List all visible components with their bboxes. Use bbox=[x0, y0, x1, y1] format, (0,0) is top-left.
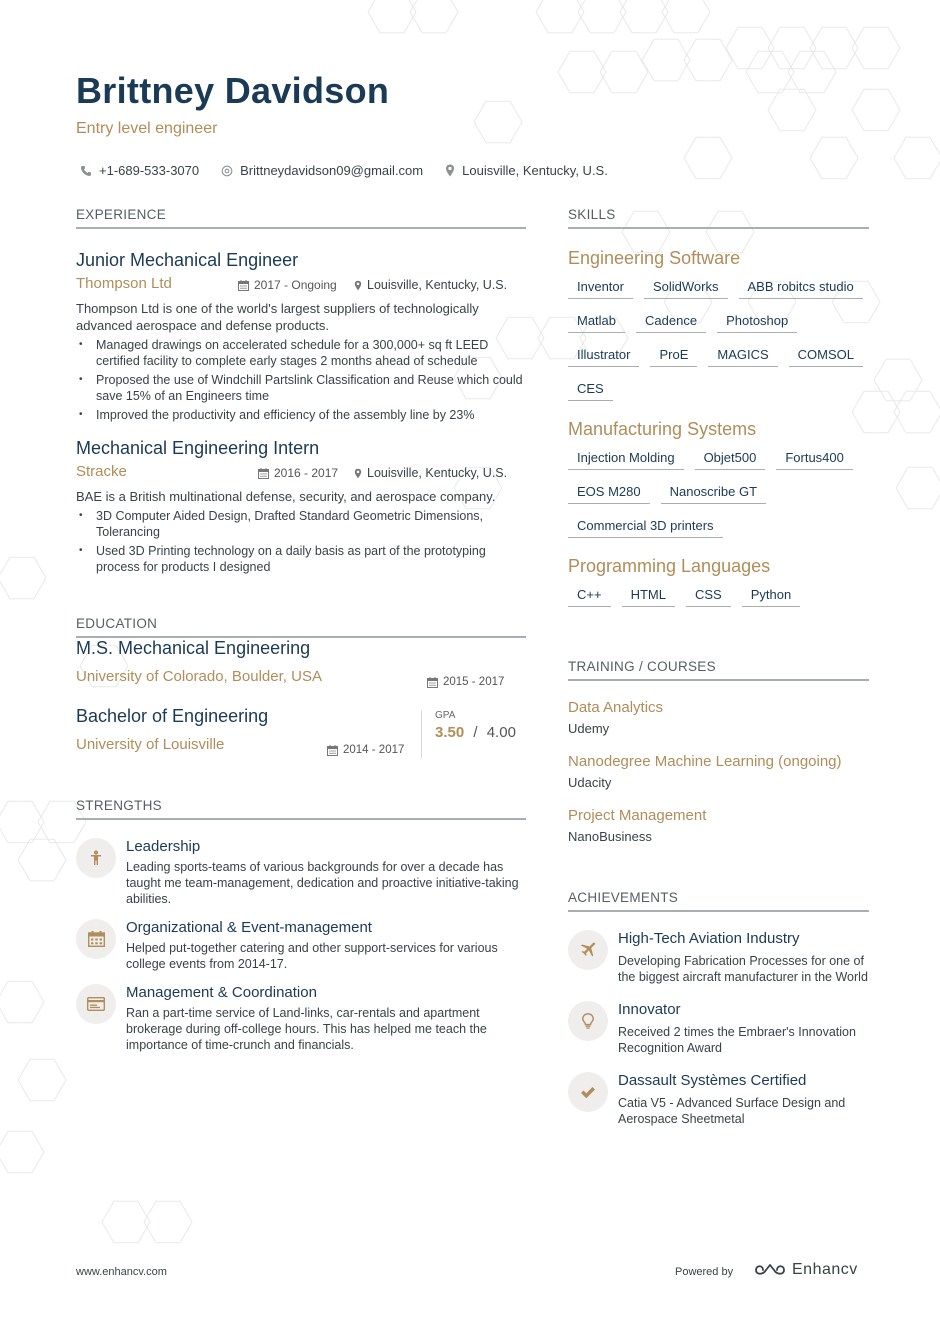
skill-group-title: Engineering Software bbox=[568, 248, 741, 268]
job-bullet: • Improved the productivity and efficiency of the assembly line by 23% bbox=[76, 407, 526, 423]
skill-tag: Matlab bbox=[568, 310, 625, 333]
left-column bbox=[76, 207, 526, 1053]
job-bullets bbox=[76, 337, 526, 423]
skill-tag: CSS bbox=[686, 584, 731, 607]
gpa-value bbox=[435, 724, 516, 741]
skill-tag: Illustrator bbox=[568, 344, 639, 367]
enhancv-brand-text: Enhancv bbox=[792, 1261, 858, 1278]
job-title: Junior Mechanical Engineer bbox=[76, 250, 299, 270]
gpa-max: 4.00 bbox=[486, 724, 516, 741]
course-provider: Udacity bbox=[568, 775, 612, 790]
phone-icon bbox=[80, 165, 92, 177]
job-dates bbox=[238, 278, 337, 292]
strength-item bbox=[76, 838, 526, 907]
location-pin-icon bbox=[445, 164, 455, 177]
job-meta bbox=[76, 275, 526, 297]
job-dates-text: 2016 - 2017 bbox=[274, 466, 339, 480]
skill-tag: SolidWorks bbox=[644, 276, 728, 299]
education-section bbox=[76, 616, 526, 774]
contact-email[interactable] bbox=[221, 163, 423, 178]
achievement-title: Dassault Systèmes Certified bbox=[618, 1072, 807, 1089]
achievement-title: Innovator bbox=[618, 1001, 681, 1018]
job-dates bbox=[258, 466, 338, 480]
skill-tag: ABB robitcs studio bbox=[739, 276, 863, 299]
skill-tag: Objet500 bbox=[695, 447, 766, 470]
gpa-score: 3.50 bbox=[435, 724, 465, 741]
skill-tag: C++ bbox=[568, 584, 611, 607]
skill-group bbox=[568, 248, 869, 401]
course-item bbox=[568, 807, 869, 844]
edu-degree: M.S. Mechanical Engineering bbox=[76, 638, 311, 658]
airplane-icon bbox=[568, 930, 608, 970]
at-icon bbox=[221, 165, 233, 177]
job-location bbox=[354, 466, 507, 480]
skill-tag: Nanoscribe GT bbox=[661, 481, 766, 504]
skill-tag: EOS M280 bbox=[568, 481, 650, 504]
course-provider: NanoBusiness bbox=[568, 829, 652, 844]
skill-tag: Photoshop bbox=[717, 310, 797, 333]
strength-title: Organizational & Event-management bbox=[126, 919, 372, 936]
achievement-item bbox=[568, 930, 869, 985]
achievements-heading: ACHIEVEMENTS bbox=[568, 890, 869, 912]
calendar-icon bbox=[258, 468, 269, 479]
job-description: BAE is a British multinational defense, security, and aerospace company. bbox=[76, 489, 496, 504]
right-column bbox=[568, 207, 869, 1127]
contact-phone[interactable] bbox=[80, 163, 199, 178]
skill-tags bbox=[568, 276, 869, 401]
job-location-text: Louisville, Kentucky, U.S. bbox=[367, 466, 508, 480]
location-pin-icon bbox=[354, 468, 362, 479]
job-bullet: • Proposed the use of Windchill Partslink Classification and Reuse which could save 15% of an Engineers time bbox=[76, 372, 526, 404]
calendar-icon bbox=[327, 745, 338, 756]
course-provider: Udemy bbox=[568, 721, 610, 736]
skill-group-title: Manufacturing Systems bbox=[568, 419, 757, 439]
course-item bbox=[568, 699, 869, 736]
job-dates-text: 2017 - Ongoing bbox=[254, 278, 337, 292]
skill-tag: Inventor bbox=[568, 276, 633, 299]
strength-description: Ran a part-time service of Land-links, car-rentals and apartment brokerage during off-college hours. This has helped me teach the importance of time-crunch and financials. bbox=[126, 1006, 487, 1052]
calendar-icon bbox=[238, 280, 249, 291]
enhancv-logo[interactable] bbox=[754, 1261, 858, 1279]
strengths-heading: STRENGTHS bbox=[76, 798, 526, 820]
location-pin-icon bbox=[354, 280, 362, 291]
contact-bar bbox=[80, 163, 608, 178]
course-item bbox=[568, 753, 869, 790]
edu-school: University of Louisville bbox=[76, 736, 225, 753]
strengths-section bbox=[76, 798, 526, 1053]
strength-description: Leading sports-teams of various backgrounds for over a decade has taught me team-management, dedication and proactive initiative-taking abilities. bbox=[126, 860, 519, 906]
strength-description: Helped put-together catering and other support-services for various college events from 2014-17. bbox=[126, 941, 498, 971]
training-section bbox=[568, 659, 869, 844]
edu-dates bbox=[427, 676, 504, 688]
skill-tag: ProE bbox=[650, 344, 697, 367]
gpa-label: GPA bbox=[435, 710, 456, 721]
experience-heading: EXPERIENCE bbox=[76, 207, 526, 229]
job-company: Stracke bbox=[76, 463, 127, 480]
skill-group-title: Programming Languages bbox=[568, 556, 771, 576]
achievements-section bbox=[568, 890, 869, 1127]
edu-school: University of Colorado, Boulder, USA bbox=[76, 668, 322, 685]
gpa-box bbox=[421, 710, 516, 758]
calendar-icon bbox=[427, 677, 438, 688]
training-heading: TRAINING / COURSES bbox=[568, 659, 869, 681]
edu-dates-text: 2014 - 2017 bbox=[343, 744, 405, 756]
achievement-description: Catia V5 - Advanced Surface Design and Aerospace Sheetmetal bbox=[618, 1096, 846, 1126]
job-bullet: • Used 3D Printing technology on a daily basis as part of the prototyping process for products I designed bbox=[76, 543, 526, 575]
skill-tag: Cadence bbox=[636, 310, 706, 333]
calendar-icon bbox=[76, 919, 116, 959]
job-bullet: • 3D Computer Aided Design, Drafted Standard Geometric Dimensions, Tolerancing bbox=[76, 508, 526, 540]
job-meta bbox=[76, 463, 526, 485]
education-item bbox=[76, 706, 526, 774]
skill-group bbox=[568, 556, 869, 607]
course-name: Project Management bbox=[568, 807, 707, 824]
job-bullets bbox=[76, 508, 526, 575]
gpa-separator: / bbox=[473, 724, 478, 741]
checkmark-icon bbox=[568, 1072, 608, 1112]
achievement-description: Received 2 times the Embraer's Innovation Recognition Award bbox=[618, 1025, 856, 1055]
candidate-name: Brittney Davidson bbox=[76, 70, 390, 111]
job-location bbox=[354, 278, 507, 292]
footer-website-link[interactable]: www.enhancv.com bbox=[76, 1266, 167, 1278]
strength-item bbox=[76, 984, 526, 1053]
education-item bbox=[76, 638, 526, 706]
strength-title: Leadership bbox=[126, 838, 201, 855]
skill-tag: MAGICS bbox=[708, 344, 777, 367]
skill-tag: CES bbox=[568, 378, 613, 401]
candidate-role: Entry level engineer bbox=[76, 120, 218, 137]
achievement-item bbox=[568, 1001, 869, 1056]
edu-degree: Bachelor of Engineering bbox=[76, 706, 269, 726]
experience-item bbox=[76, 250, 526, 423]
skill-group bbox=[568, 419, 869, 538]
achievement-item bbox=[568, 1072, 869, 1127]
strength-title: Management & Coordination bbox=[126, 984, 317, 1001]
skill-tag: Injection Molding bbox=[568, 447, 684, 470]
skill-tag: HTML bbox=[622, 584, 675, 607]
enhancv-logo-icon bbox=[754, 1262, 786, 1278]
email-text: Brittneydavidson09@gmail.com bbox=[240, 163, 424, 178]
skills-heading: SKILLS bbox=[568, 207, 869, 229]
course-name: Nanodegree Machine Learning (ongoing) bbox=[568, 753, 842, 770]
skill-tag: COMSOL bbox=[789, 344, 863, 367]
footer-powered-by: Powered by bbox=[675, 1266, 734, 1278]
achievement-title: High-Tech Aviation Industry bbox=[618, 930, 800, 947]
phone-text: +1-689-533-3070 bbox=[99, 163, 200, 178]
job-description: Thompson Ltd is one of the world's largest suppliers of technologically advanced aerospace and defense products. bbox=[76, 301, 479, 333]
achievement-description: Developing Fabrication Processes for one of the biggest aircraft manufacturer in the World bbox=[618, 954, 868, 984]
location-text: Louisville, Kentucky, U.S. bbox=[462, 163, 608, 178]
course-name: Data Analytics bbox=[568, 699, 664, 716]
skill-tag: Fortus400 bbox=[776, 447, 853, 470]
job-company: Thompson Ltd bbox=[76, 275, 172, 292]
person-icon bbox=[76, 838, 116, 878]
skill-tags bbox=[568, 584, 869, 607]
job-title: Mechanical Engineering Intern bbox=[76, 438, 320, 458]
skill-tags bbox=[568, 447, 869, 538]
experience-item bbox=[76, 438, 526, 575]
edu-dates-text: 2015 - 2017 bbox=[443, 676, 505, 688]
job-bullet: • Managed drawings on accelerated schedule for a 300,000+ sq ft LEED certified facility to complete early stages 2 months ahead of schedule bbox=[76, 337, 526, 369]
skill-tag: Python bbox=[742, 584, 800, 607]
contact-location bbox=[445, 163, 608, 178]
job-location-text: Louisville, Kentucky, U.S. bbox=[367, 278, 508, 292]
skill-tag: Commercial 3D printers bbox=[568, 515, 723, 538]
strength-item bbox=[76, 919, 526, 972]
education-heading: EDUCATION bbox=[76, 616, 526, 638]
card-icon bbox=[76, 984, 116, 1024]
edu-dates bbox=[327, 744, 404, 756]
lightbulb-icon bbox=[568, 1001, 608, 1041]
